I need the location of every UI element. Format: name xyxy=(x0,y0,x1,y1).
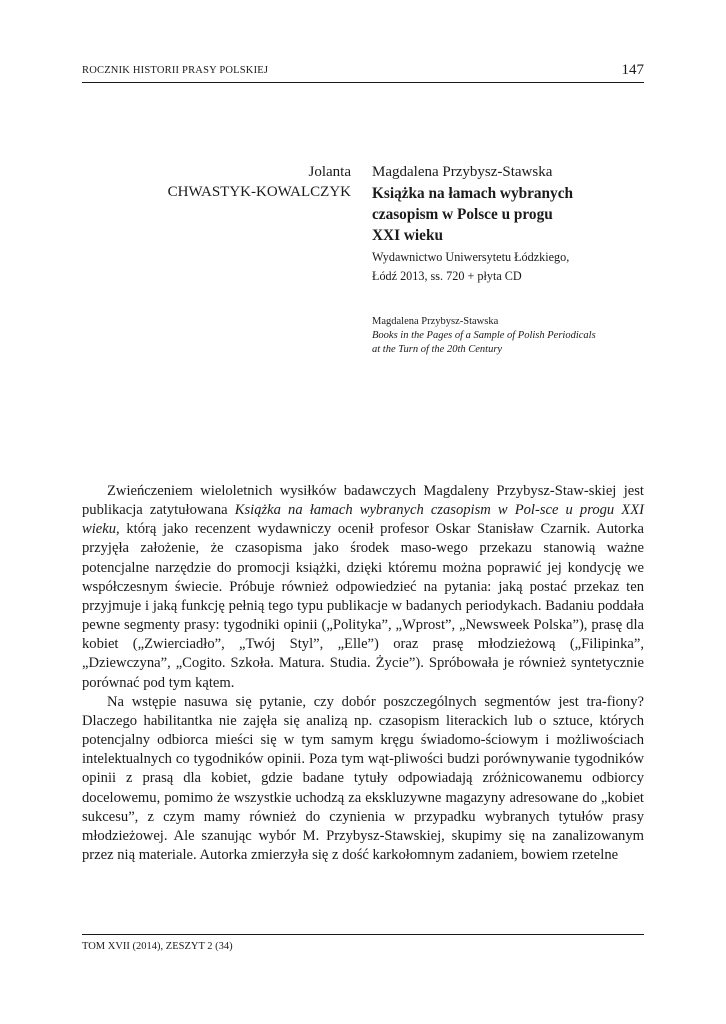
english-title-line: Books in the Pages of a Sample of Polish Periodicals xyxy=(372,330,596,341)
paragraph-text: , którą jako recenzent wydawniczy ocenił profesor Oskar Stanisław Czarnik. Autorka przyjęła założenie, że czasopisma jako środek maso-wego przekazu stanowią ważne potencjalne narzędzie do promocji książki, dzięki któremu można poprawić jej kondycję we współczesnym świecie. Próbuje również odpowiedzieć na pytania: jaką postać przekaz ten przyjmuje i jaką funkcję pełnią tego typu publikacje w badanych periodykach. Badaniu poddała pewne segmenty prasy: tygodniki opinii („Polityka”, „Wprost”, „Newsweek Polska”), prasę dla kobiet („Zwierciadło”, „Twój Styl”, „Elle”) oraz prasę młodzieżową („Filipinka”, „Dziewczyna”, „Cogito. Szkoła. Matura. Studia. Życie”). Spróbowała je również syntetycznie porównać pod tym kątem. xyxy=(82,521,644,691)
book-author: Magdalena Przybysz-Stawska xyxy=(372,164,553,180)
review-author xyxy=(82,163,351,202)
paragraph-text: Zwieńczeniem wieloletnich wysiłków badawczych Magdaleny Przybysz-Staw-skiej jest publikacja zatytułowana xyxy=(82,483,644,519)
cited-book-title: Książka na łamach wybranych czasopism w Pol-sce u progu XXI wieku xyxy=(82,502,644,538)
english-title-line: at the Turn of the 20th Century xyxy=(372,344,503,355)
review-author-last-name: CHWASTYK-KOWALCZYK xyxy=(167,183,351,200)
book-publisher xyxy=(372,248,652,286)
book-title-line: XXI wieku xyxy=(372,226,443,244)
publisher-line: Wydawnictwo Uniwersytetu Łódzkiego, xyxy=(372,249,570,264)
page-number: 147 xyxy=(621,62,644,78)
body-paragraph-2: Na wstępie nasuwa się pytanie, czy dobór poszczególnych segmentów jest tra-fiony? Dlaczego habilitantka nie zajęła się analizą np. czasopism literackich lub o sztuce, których potencjalny odbiorca mieści się w tym samym kręgu świadomo-ściowym i możliwościach intelektualnych co tygodników opinii. Poza tym wąt-pliwości budzi porównywanie tygodników opinii z prasą dla kobiet, gdzie badane tytuły odpowiadają zróżnicowanemu odbiorcy docelowemu, pomimo że wszystkie uchodzą za ekskluzywne magazyny adresowane do „kobiet sukcesu”, z czym mamy również do czynienia w przypadku wybranych tytułów prasy młodzieżowej. Ale szanując wybór M. Przybysz-Stawskiej, skupimy się na zanalizowanym przez nią materiale. Autorka zmierzyła się z dość karkołomnym zadaniem, bowiem rzetelne xyxy=(82,693,644,863)
book-title-line: Książka na łamach wybranych xyxy=(372,184,574,202)
review-author-first-name: Jolanta xyxy=(308,164,351,180)
footer-divider xyxy=(82,934,644,935)
review-body xyxy=(82,482,644,865)
reviewed-book xyxy=(372,163,652,286)
book-title-line: czasopism w Polsce u progu xyxy=(372,205,553,223)
footer-issue-info: TOM XVII (2014), ZESZYT 2 (34) xyxy=(82,941,233,952)
header-divider xyxy=(82,82,644,83)
body-paragraph-1 xyxy=(82,482,644,693)
running-head-journal-title: ROCZNIK HISTORII PRASY POLSKIEJ xyxy=(82,65,269,76)
english-title-block xyxy=(372,315,672,357)
publisher-line: Łódź 2013, ss. 720 + płyta CD xyxy=(372,268,522,283)
book-title xyxy=(372,183,652,246)
english-author: Magdalena Przybysz-Stawska xyxy=(372,316,499,327)
